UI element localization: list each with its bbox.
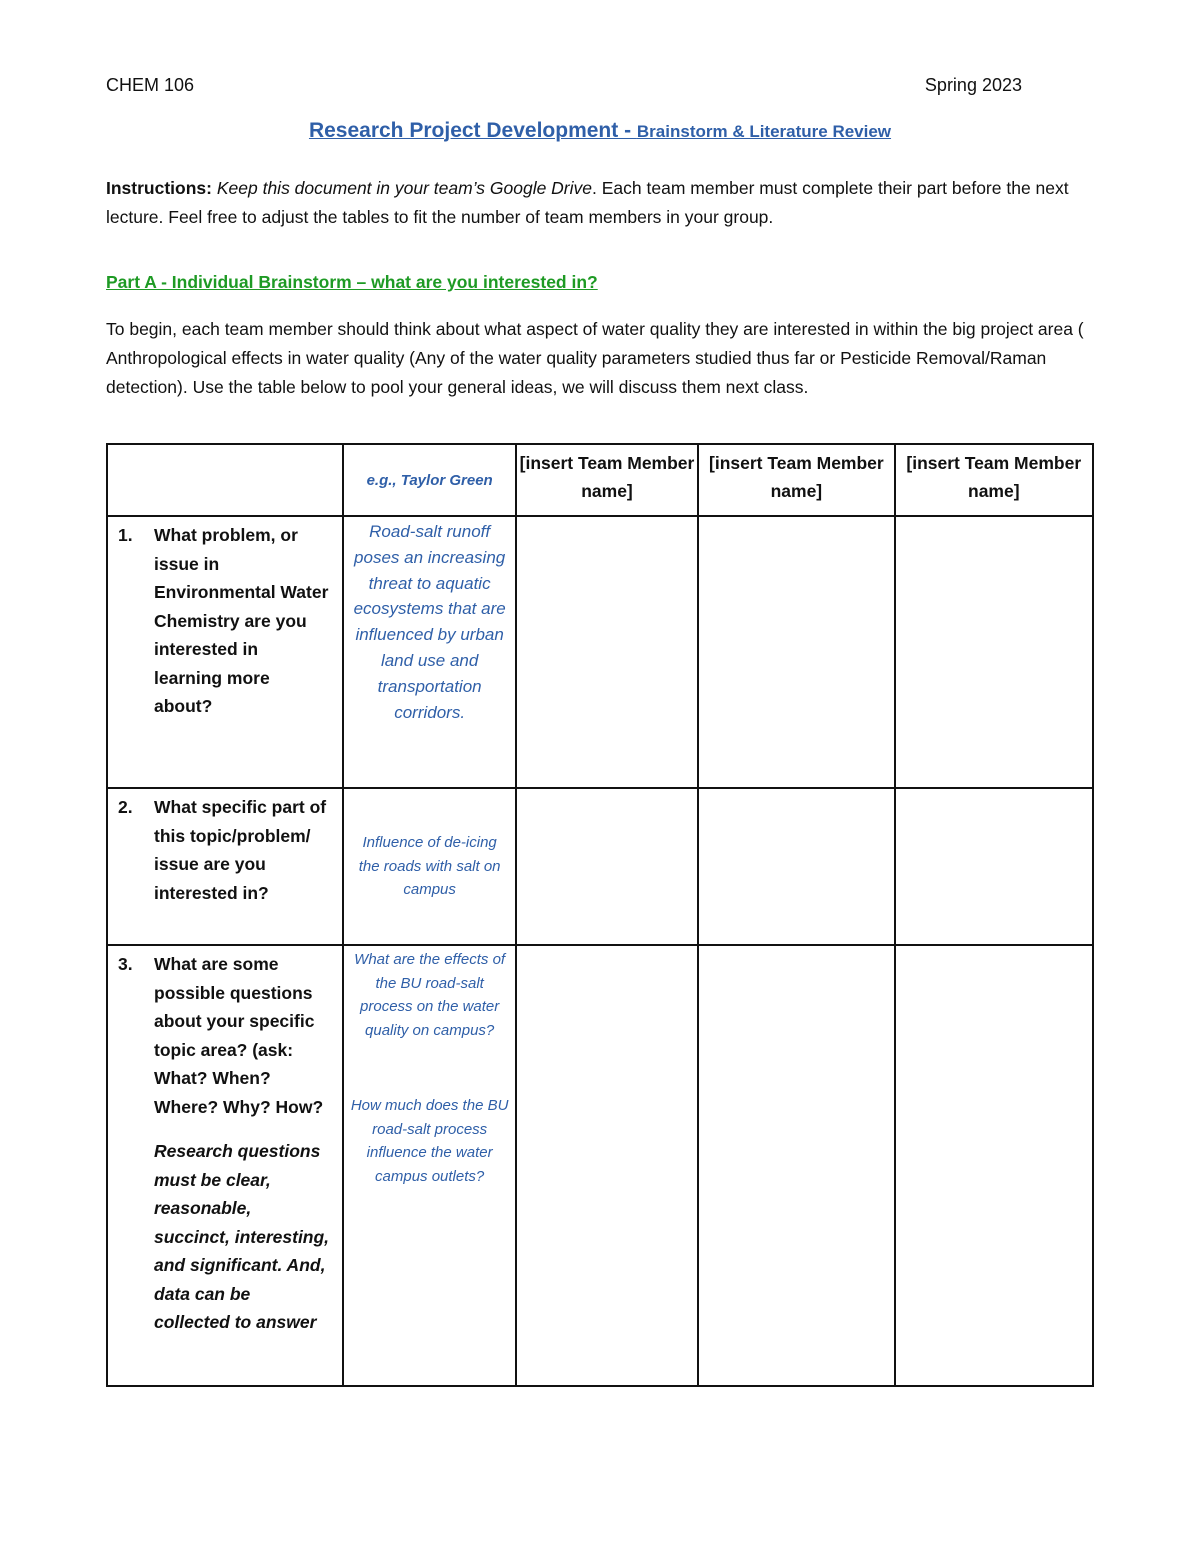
- answer-cell[interactable]: [895, 788, 1093, 945]
- instructions-italic: Keep this document in your team’s Google Drive: [216, 178, 593, 198]
- table-row: [107, 945, 1093, 1386]
- question-cell: [107, 788, 343, 945]
- table-row: [107, 516, 1093, 788]
- answer-cell[interactable]: [698, 516, 894, 788]
- header-empty-cell: [107, 444, 343, 516]
- example-answer-cell: [343, 945, 515, 1386]
- question-number: 3.: [118, 954, 133, 974]
- spacer: [350, 1042, 508, 1094]
- header-member-name[interactable]: [insert Team Member name]: [698, 444, 894, 516]
- instructions-body: . Each team member must complete their part before the next lecture. Feel free to adjust the tables to fit the number of team members in your group.: [106, 178, 1069, 227]
- example-answer: Road-salt runoff poses an increasing threat to aquatic ecosystems that are influenced by urban land use and transportation corridors.: [343, 516, 515, 788]
- header-example-name: e.g., Taylor Green: [343, 444, 515, 516]
- answer-cell[interactable]: [698, 788, 894, 945]
- answer-cell[interactable]: [895, 516, 1093, 788]
- title-main: Research Project Development -: [308, 119, 637, 142]
- table-row: [107, 788, 1093, 945]
- title-sub: Brainstorm & Literature Review: [636, 122, 892, 141]
- example-answer: Influence of de-icing the roads with salt on campus: [343, 788, 515, 945]
- part-a-intro: To begin, each team member should think about what aspect of water quality they are interested in within the big project area ( Anthropological effects in water quality (Any of the water quality parameters studied thus far or Pesticide Removal/Raman detection). Use the table below to pool your general ideas, we will discuss them next class.: [106, 319, 1084, 397]
- question-note: Research questions must be clear, reasonable, succinct, interesting, and significant. And, data can be collected to answer: [154, 1141, 330, 1332]
- instructions-paragraph: [106, 174, 1096, 232]
- answer-cell[interactable]: [516, 945, 698, 1386]
- example-answer: What are the effects of the BU road-salt process on the water quality on campus?: [354, 951, 506, 1039]
- term-label: Spring 2023: [924, 75, 1022, 95]
- answer-cell[interactable]: [698, 945, 894, 1386]
- part-a-heading: Part A - Individual Brainstorm – what are you interested in?: [106, 272, 598, 292]
- header-member-name[interactable]: [insert Team Member name]: [895, 444, 1093, 516]
- question-text: What problem, or issue in Environmental Water Chemistry are you interested in learning more about?: [154, 525, 329, 716]
- question-text: What specific part of this topic/problem/ issue are you interested in?: [154, 797, 327, 903]
- question-number: 2.: [118, 797, 133, 817]
- table-header-row: [107, 444, 1093, 516]
- question-cell: [107, 945, 343, 1386]
- question-number: 1.: [118, 525, 133, 545]
- answer-cell[interactable]: [516, 516, 698, 788]
- question-text: What are some possible questions about your specific topic area? (ask: What? When? Where? Why? How?: [154, 954, 324, 1117]
- page-title: [0, 119, 1200, 143]
- course-label: CHEM 106: [106, 75, 195, 95]
- example-answer: How much does the BU road-salt process influence the water campus outlets?: [350, 1097, 509, 1185]
- instructions-label: Instructions:: [106, 178, 212, 198]
- answer-cell[interactable]: [895, 945, 1093, 1386]
- question-cell: [107, 516, 343, 788]
- answer-cell[interactable]: [516, 788, 698, 945]
- brainstorm-table: [106, 443, 1094, 1387]
- header-member-name[interactable]: [insert Team Member name]: [516, 444, 698, 516]
